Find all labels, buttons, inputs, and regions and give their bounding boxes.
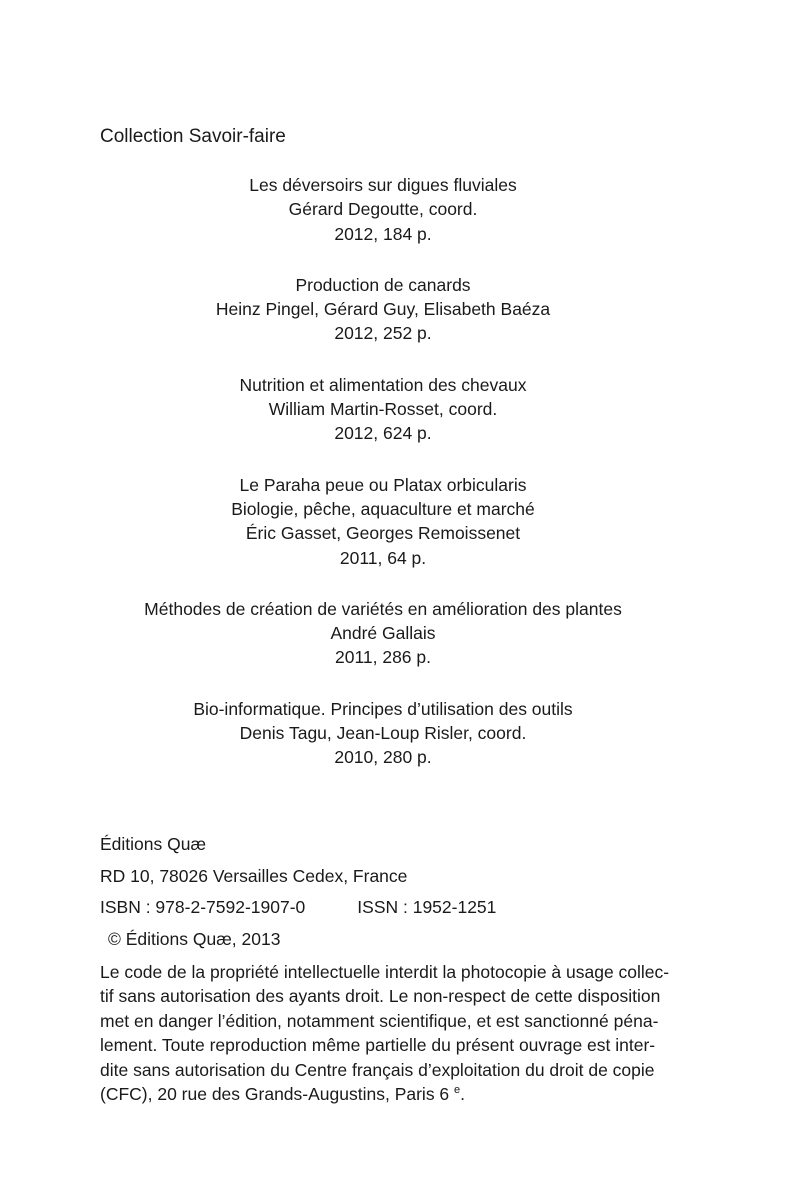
legal-last-period: .: [460, 1084, 466, 1105]
book-title: Méthodes de création de variétés en amélioration des plantes: [144, 598, 622, 619]
book-entry: [100, 373, 666, 446]
copyright-notice: © Éditions Quæ, 2013: [108, 928, 281, 949]
book-entry: [100, 597, 666, 670]
book-authors: Heinz Pingel, Gérard Guy, Elisabeth Baéza: [215, 299, 551, 320]
book-list: [100, 173, 666, 797]
book-entry: [100, 273, 666, 346]
book-year-pages: 2012, 252 p.: [334, 323, 432, 344]
collection-title: Collection Savoir-faire: [100, 126, 286, 147]
issn: ISSN : 1952-1251: [357, 897, 497, 917]
imprint-block: [100, 832, 700, 958]
book-authors: André Gallais: [330, 623, 436, 644]
superscript-e: e: [454, 1084, 461, 1097]
legal-line-last: [100, 1082, 700, 1106]
book-authors: William Martin-Rosset, coord.: [268, 399, 498, 420]
book-title: Le Paraha peue ou Platax orbicularis: [239, 474, 527, 495]
book-title: Les déversoirs sur digues fluviales: [249, 175, 517, 195]
book-year-pages: 2012, 184 p.: [334, 223, 432, 244]
book-entry: [100, 473, 666, 570]
legal-line: dite sans autorisation du Centre français d’exploitation du droit de copie: [100, 1059, 655, 1080]
book-authors: Gérard Degoutte, coord.: [288, 199, 478, 220]
book-subtitle: Biologie, pêche, aquaculture et marché: [231, 498, 535, 519]
book-title: Production de canards: [295, 274, 471, 295]
book-title: Nutrition et alimentation des chevaux: [239, 374, 527, 395]
book-year-pages: 2011, 286 p.: [334, 647, 431, 668]
legal-line: tif sans autorisation des ayants droit. Le non-respect de cette disposition: [100, 986, 661, 1007]
publisher-address: RD 10, 78026 Versailles Cedex, France: [100, 865, 408, 886]
book-year-pages: 2010, 280 p.: [334, 747, 432, 768]
isbn: ISBN : 978-2-7592-1907-0: [100, 897, 306, 917]
book-authors: Éric Gasset, Georges Remoissenet: [245, 523, 521, 544]
book-entry: [100, 697, 666, 770]
publisher-name: Éditions Quæ: [100, 834, 207, 854]
book-year-pages: 2012, 624 p.: [334, 423, 432, 444]
legal-line: lement. Toute reproduction même partielle du présent ouvrage est inter-: [100, 1035, 656, 1056]
book-authors: Denis Tagu, Jean-Loup Risler, coord.: [239, 723, 527, 744]
legal-line: Le code de la propriété intellectuelle interdit la photocopie à usage collec-: [100, 962, 670, 982]
legal-line: met en danger l’édition, notamment scientifique, et est sanctionné péna-: [100, 1010, 659, 1031]
legal-last-text: (CFC), 20 rue des Grands-Augustins, Paris 6: [100, 1084, 455, 1105]
isbn-issn-row: [100, 895, 700, 919]
book-year-pages: 2011, 64 p.: [339, 547, 427, 568]
book-title: Bio-informatique. Principes d’utilisation des outils: [193, 698, 573, 719]
legal-notice: [100, 960, 700, 1106]
book-entry: [100, 173, 666, 246]
